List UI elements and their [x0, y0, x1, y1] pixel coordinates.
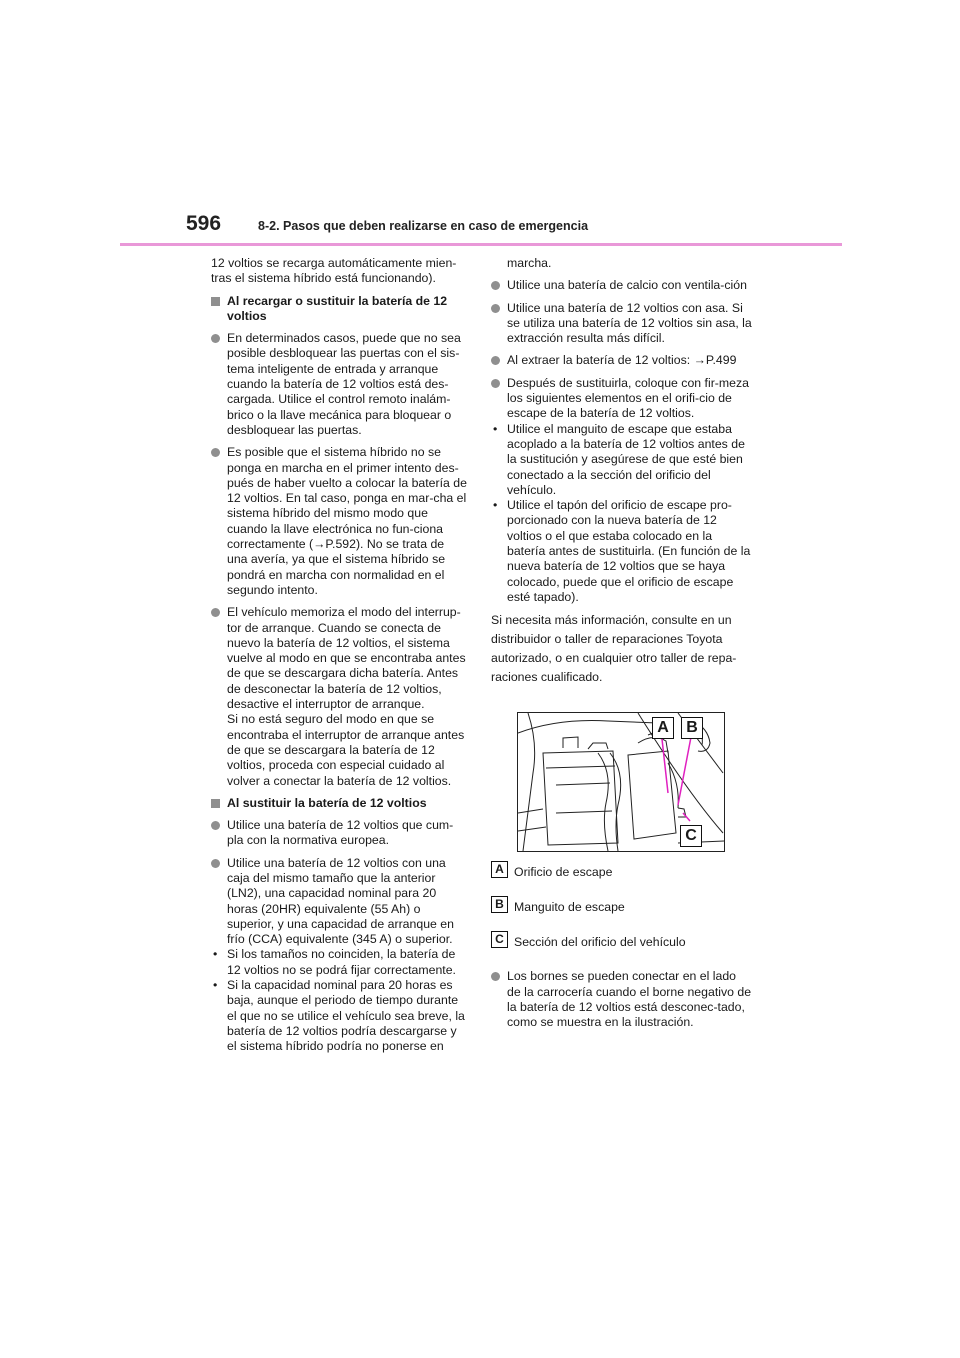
- sub-item: [491, 498, 753, 605]
- bullet-text-continued: Si no está seguro del modo en que se encontraba el interruptor de arranque antes de que se descargara la batería de 12 voltios, proceda con especial cuidado al volver a conectar la batería de 12 voltios.: [227, 712, 465, 788]
- dash-marker: •: [213, 947, 218, 962]
- square-bullet-icon: [211, 799, 220, 808]
- square-bullet-icon: [211, 297, 220, 306]
- sub-item: [491, 422, 753, 498]
- continued-text: marcha.: [507, 256, 552, 270]
- bullet-text: Los bornes se pueden conectar en el lado de la carrocería cuando el borne negativo de la batería de 12 voltios está desconec-tado, como se muestra en la ilustración.: [507, 969, 752, 1030]
- label-a: A: [652, 717, 674, 739]
- sub-text: Si la capacidad nominal para 20 horas es baja, aunque el periodo de tiempo durante el que no se utilice el vehículo sea breve, la batería de 12 voltios podría descargarse y el sistema híbrido podría no ponerse en: [227, 978, 465, 1054]
- heading-replace-text: Al sustituir la batería de 12 voltios: [227, 795, 427, 810]
- bullet-item: [491, 301, 753, 347]
- round-bullet-icon: [211, 821, 220, 830]
- leader-line-b: [678, 737, 691, 805]
- bullet-item: [211, 331, 467, 438]
- round-bullet-icon: [211, 859, 220, 868]
- bullet-item: [211, 445, 467, 598]
- legend-text: Sección del orificio del vehículo: [514, 935, 686, 950]
- bullet-text: En determinados casos, puede que no sea posible desbloquear las puertas con el sis-tema inteligente de entrada y arranque cuando la batería de 12 voltios está des-cargada. Utilice el control remoto inalám-brico o la llave mecánica para bloquear o desbloquear las puertas.: [227, 331, 461, 437]
- section-title: 8-2. Pasos que deben realizarse en caso de emergencia: [258, 219, 589, 233]
- bullet-text: Utilice una batería de 12 voltios con asa. Si se utiliza una batería de 12 voltios sin asa, la extracción resulta más difícil.: [507, 300, 752, 346]
- bullet-item: [491, 353, 753, 368]
- heading-recharge: [211, 294, 467, 325]
- round-bullet-icon: [491, 304, 500, 313]
- more-info-paragraph: Si necesita más información, consulte en un distribuidor o taller de reparaciones Toyota autorizado, o en cualquier otro taller de repa-raciones cualificado.: [491, 613, 737, 685]
- legend-text: Manguito de escape: [514, 900, 625, 915]
- bullet-item: [491, 376, 753, 422]
- label-b: B: [681, 717, 703, 739]
- bullet-item: [491, 969, 753, 1030]
- bullet-text: Es posible que el sistema híbrido no se ponga en marcha en el primer intento des-pués de haber vuelto a colocar la batería de 12 voltios. En tal caso, ponga en mar-cha el sistema híbrido del mismo modo que cuando la llave electrónica no fun-ciona correctamente (→P.592). No se trata de una avería, ya que el sistema híbrido se pondrá en marcha con normalidad en el segundo intento.: [227, 445, 467, 597]
- bullet-item: [211, 605, 467, 789]
- dash-marker: •: [213, 978, 218, 993]
- header-rule: [120, 243, 842, 246]
- bullet-item: [491, 278, 753, 293]
- sub-text: Si los tamaños no coinciden, la batería de 12 voltios no se podrá fijar correctamente.: [227, 947, 456, 977]
- bullet-item: [211, 856, 467, 948]
- left-column: [211, 256, 467, 1055]
- page-number: 596: [186, 212, 222, 235]
- round-bullet-icon: [211, 448, 220, 457]
- sub-item: [211, 947, 467, 978]
- sub-text: Utilice el manguito de escape que estaba acoplado a la batería de 12 voltios antes de la sustitución y asegúrese de que esté bien conectado a la sección del orificio del vehículo.: [507, 421, 745, 497]
- bullet-text: El vehículo memoriza el modo del interrup-tor de arranque. Cuando se conecta de nuevo la batería de 12 voltios, el sistema vuelve al modo en que se encontraba antes de que se descargara dicha batería. Antes de desconectar la batería de 12 voltios, desactive el interruptor de arranque.: [227, 605, 466, 712]
- sub-item: [211, 978, 467, 1054]
- bullet-text: Después de sustituirla, coloque con fir-meza los siguientes elementos en el orifi-cio de escape de la batería de 12 voltios.: [507, 375, 749, 421]
- round-bullet-icon: [211, 608, 220, 617]
- dash-marker: •: [493, 498, 498, 513]
- bullet-text: Utilice una batería de 12 voltios que cum-pla con la normativa europea.: [227, 818, 454, 848]
- legend-text: Orificio de escape: [514, 865, 613, 880]
- round-bullet-icon: [491, 972, 500, 981]
- legend-item: [491, 864, 753, 881]
- heading-replace: [211, 796, 467, 811]
- legend-key: C: [491, 931, 508, 948]
- legend-key: A: [491, 861, 508, 878]
- label-c: C: [680, 825, 702, 847]
- intro-paragraph: 12 voltios se recarga automáticamente mien-tras el sistema híbrido está funcionando).: [211, 256, 457, 286]
- sub-text: Utilice el tapón del orificio de escape pro-porcionado con la nueva batería de 12 voltios o el que estaba colocado en la batería antes de sustituirla. (En función de la nueva batería de 12 voltios que se haya colocado, puede que el orificio de escape esté tapado).: [507, 498, 751, 604]
- legend-key: B: [491, 896, 508, 913]
- bullet-text: Utilice una batería de calcio con ventila-ción: [507, 278, 747, 293]
- dash-marker: •: [493, 421, 498, 436]
- right-column: [491, 256, 753, 1037]
- figure-legend: [491, 864, 753, 951]
- legend-item: [491, 934, 753, 951]
- bullet-text: Al extraer la batería de 12 voltios: →P.499: [507, 353, 737, 368]
- legend-item: [491, 899, 753, 916]
- round-bullet-icon: [491, 379, 500, 388]
- round-bullet-icon: [211, 334, 220, 343]
- heading-recharge-text: Al recargar o sustituir la batería de 12 voltios: [227, 293, 448, 323]
- battery-illustration: [517, 712, 725, 852]
- bullet-text: Utilice una batería de 12 voltios con una caja del mismo tamaño que la anterior (LN2), una capacidad nominal para 20 horas (20HR) equivalente (55 Ah) o superior, y una capacidad de arranque en frío (CCA) equivalente (345 A) o superior.: [227, 855, 454, 947]
- round-bullet-icon: [491, 281, 500, 290]
- round-bullet-icon: [491, 356, 500, 365]
- bullet-item: [211, 818, 467, 849]
